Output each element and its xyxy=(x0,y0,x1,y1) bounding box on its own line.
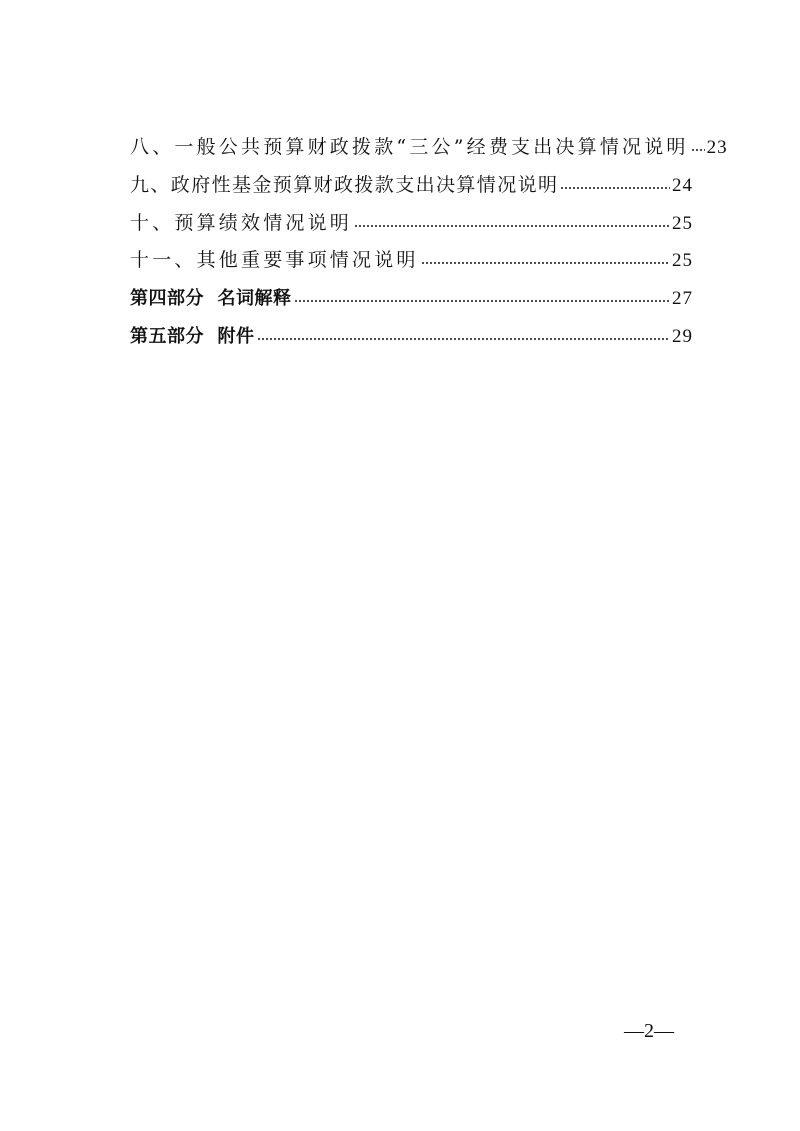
toc-entry-title: 第五部分 附件 xyxy=(130,325,255,347)
toc-entry-part-4[interactable] xyxy=(130,280,693,318)
toc-leader-dots xyxy=(421,262,670,264)
toc-entry-title: 第四部分 名词解释 xyxy=(130,288,292,310)
toc-entry-page: 23 xyxy=(706,137,728,158)
toc-entry-section-11[interactable] xyxy=(130,242,693,280)
toc-leader-dots xyxy=(257,338,670,340)
toc-entry-title: 八、一般公共预算财政拨款“三公”经费支出决算情况说明 xyxy=(130,136,689,158)
toc-leader-dots xyxy=(294,300,670,302)
toc-entry-title: 十一、其他重要事项情况说明 xyxy=(130,249,419,272)
toc-entry-page: 25 xyxy=(672,212,693,234)
toc-entry-page: 27 xyxy=(672,288,693,310)
toc-entry-title: 十、预算绩效情况说明 xyxy=(130,211,353,234)
toc-entry-part-5[interactable] xyxy=(130,318,693,356)
toc-entry-title: 九、政府性基金预算财政拨款支出决算情况说明 xyxy=(130,173,559,196)
toc-entry-page: 25 xyxy=(672,250,693,272)
toc-entry-section-8[interactable] xyxy=(130,129,728,167)
toc-entry-page: 24 xyxy=(672,174,693,196)
toc-entry-section-9[interactable] xyxy=(130,167,693,205)
table-of-contents xyxy=(130,129,728,356)
toc-leader-dots xyxy=(691,149,705,151)
page-number: —2— xyxy=(624,1020,674,1042)
toc-leader-dots xyxy=(354,225,670,227)
toc-entry-page: 29 xyxy=(672,325,693,347)
toc-entry-section-10[interactable] xyxy=(130,205,693,243)
toc-leader-dots xyxy=(560,187,670,189)
